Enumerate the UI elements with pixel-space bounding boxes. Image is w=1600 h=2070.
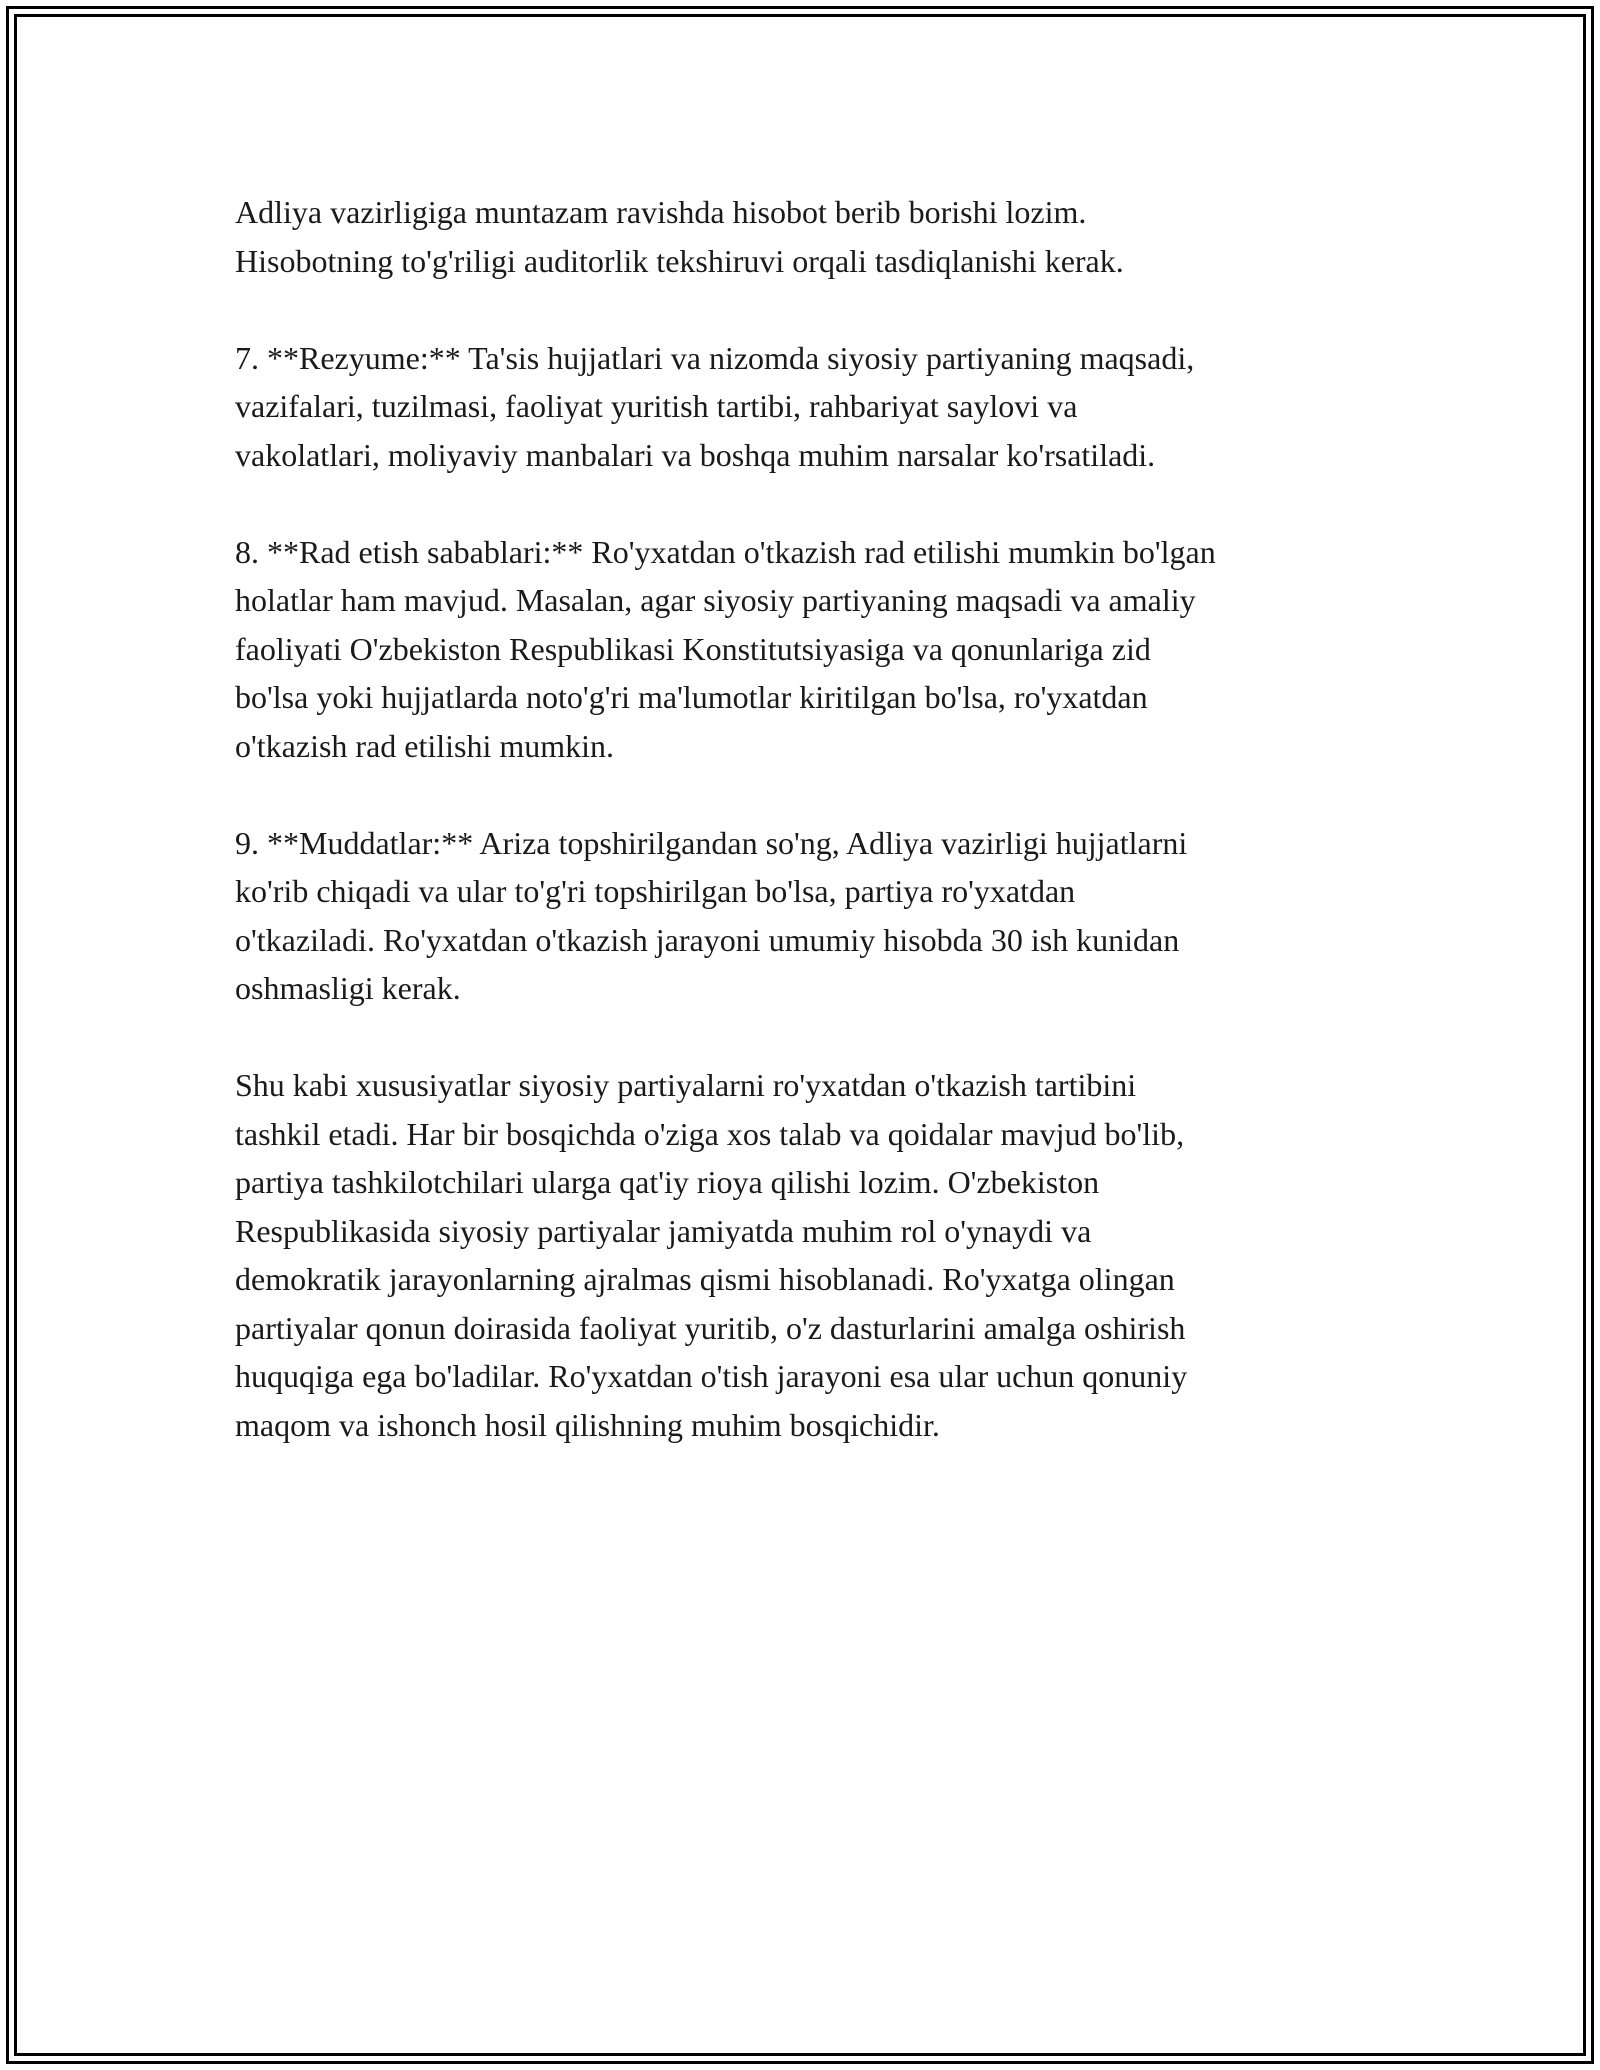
text-line: Shu kabi xususiyatlar siyosiy partiyalarni ro'yxatdan o'tkazish tartibini [235, 1067, 1137, 1103]
text-line: bo'lsa yoki hujjatlarda noto'g'ri ma'lumotlar kiritilgan bo'lsa, ro'yxatdan [235, 679, 1148, 715]
text-line: Respublikasida siyosiy partiyalar jamiyatda muhim rol o'ynaydi va [235, 1212, 1092, 1249]
text-line: o'tkaziladi. Ro'yxatdan o'tkazish jarayoni umumiy hisobda 30 ish kunidan [235, 921, 1180, 958]
text-line: demokratik jarayonlarning ajralmas qismi hisoblanadi. Ro'yxatga olingan [235, 1261, 1175, 1297]
paragraph-item-8 [235, 528, 1405, 771]
text-line: 8. **Rad etish sabablari:** Ro'yxatdan o'tkazish rad etilishi mumkin bo'lgan [235, 533, 1216, 570]
document-body [235, 188, 1405, 1498]
text-line: Adliya vazirligiga muntazam ravishda hisobot berib borishi lozim. [235, 194, 1087, 230]
text-line: o'tkazish rad etilishi mumkin. [235, 727, 615, 764]
paragraph-conclusion [235, 1061, 1405, 1449]
text-line: maqom va ishonch hosil qilishning muhim bosqichidir. [235, 1406, 940, 1443]
text-line: Hisobotning to'g'riligi auditorlik tekshiruvi orqali tasdiqlanishi kerak. [235, 242, 1124, 279]
paragraph-intro-continuation [235, 188, 1405, 285]
text-line: faoliyati O'zbekiston Respublikasi Konstitutsiyasiga va qonunlariga zid [235, 630, 1151, 667]
text-line: tashkil etadi. Har bir bosqichda o'ziga xos talab va qoidalar mavjud bo'lib, [235, 1115, 1185, 1152]
paragraph-item-9 [235, 819, 1405, 1013]
text-line: partiya tashkilotchilari ularga qat'iy rioya qilishi lozim. O'zbekiston [235, 1164, 1100, 1200]
text-line: oshmasligi kerak. [235, 970, 461, 1006]
text-line: 7. **Rezyume:** Ta'sis hujjatlari va nizomda siyosiy partiyaning maqsadi, [235, 339, 1195, 376]
text-line: huquqiga ega bo'ladilar. Ro'yxatdan o'tish jarayoni esa ular uchun qonuniy [235, 1358, 1188, 1394]
text-line: ko'rib chiqadi va ular to'g'ri topshirilgan bo'lsa, partiya ro'yxatdan [235, 873, 1076, 909]
text-line: vakolatlari, moliyaviy manbalari va boshqa muhim narsalar ko'rsatiladi. [235, 436, 1156, 473]
paragraph-item-7 [235, 334, 1405, 480]
text-line: partiyalar qonun doirasida faoliyat yuritib, o'z dasturlarini amalga oshirish [235, 1309, 1186, 1346]
text-line: holatlar ham mavjud. Masalan, agar siyosiy partiyaning maqsadi va amaliy [235, 582, 1196, 618]
text-line: 9. **Muddatlar:** Ariza topshirilgandan so'ng, Adliya vazirligi hujjatlarni [235, 824, 1188, 861]
text-line: vazifalari, tuzilmasi, faoliyat yuritish tartibi, rahbariyat saylovi va [235, 388, 1078, 424]
